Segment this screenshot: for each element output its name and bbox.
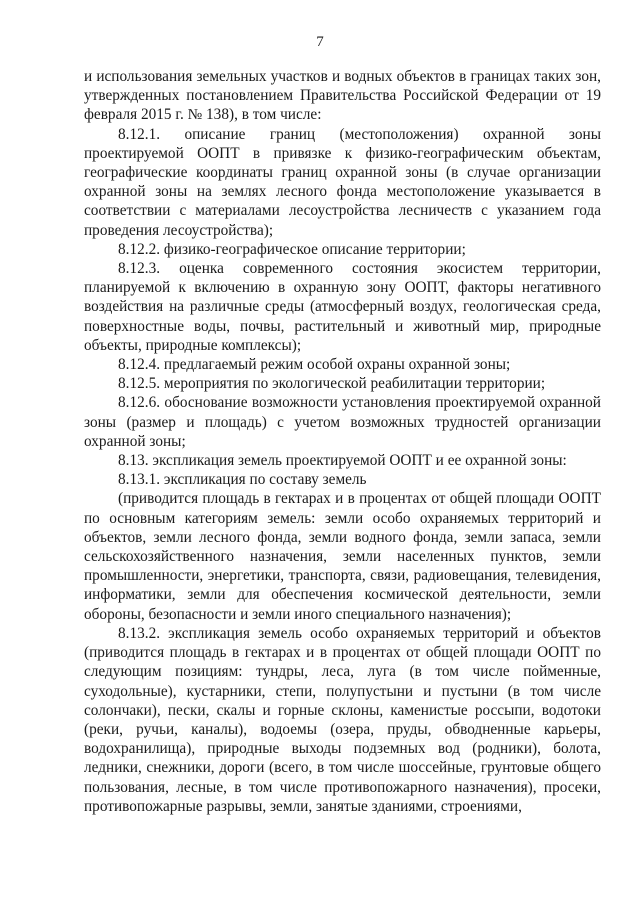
paragraph-8-12-4: 8.12.4. предлагаемый режим особой охраны охранной зоны;: [118, 356, 511, 374]
document-body: [84, 67, 601, 816]
page-number: 7: [316, 34, 324, 50]
paragraph-8-12-5: 8.12.5. мероприятия по экологической реабилитации территории;: [118, 375, 546, 393]
paragraph-8-13-1: 8.13.1. экспликация по составу земель: [118, 471, 367, 489]
paragraph-8-13: 8.13. экспликация земель проектируемой ООПТ и ее охранной зоны:: [118, 452, 567, 470]
paragraph-8-12-1: 8.12.1. описание границ (местоположения) охранной зоны проектируемой ООПТ в привязке к физико-географическим объектам, географические координаты границ охранной зоны (в случае организации охранной зоны на землях лесного фонда местоположение указывается в соответствии с материалами лесоустройства лесничеств с указанием года проведения лесоустройства);: [84, 125, 601, 239]
paragraph-8-12-6: 8.12.6. обоснование возможности установления проектируемой охранной зоны (размер и площадь) с учетом возможных трудностей организации охранной зоны;: [84, 394, 601, 450]
paragraph-8-13-1-details: (приводится площадь в гектарах и в процентах от общей площади ООПТ по основным категориям земель: земли особо охраняемых территорий и объектов, земли лесного фонда, земли водного фонда, земли запаса, земли сельскохозяйственного назначения, земли населенных пунктов, земли промышленности, энергетики, транспорта, связи, радиовещания, телевидения, информатики, земли для обеспечения космической деятельности, земли обороны, безопасности и земли иного специального назначения);: [84, 490, 601, 623]
paragraph-8-12-3: 8.12.3. оценка современного состояния экосистем территории, планируемой к включению в охранную зону ООПТ, факторы негативного воздействия на различные среды (атмосферный воздух, геологическая среда, поверхностные воды, почвы, растительный и животный мир, природные объекты, природные комплексы);: [84, 260, 601, 354]
paragraph-continuation: и использования земельных участков и водных объектов в границах таких зон, утвержденных постановлением Правительства Российской Федерации от 19 февраля 2015 г. № 138), в том числе:: [84, 68, 601, 124]
paragraph-8-12-2: 8.12.2. физико-географическое описание территории;: [118, 240, 466, 258]
paragraph-8-13-2: 8.13.2. экспликация земель особо охраняемых территорий и объектов (приводится площадь в гектарах и в процентах от общей площади ООПТ по следующим позициям: тундры, леса, луга (в том числе пойменные, суходольные), кустарники, степи, полупустыни и пустыни (в том числе солончаки), пески, скалы и горные склоны, каменистые россыпи, водотоки (реки, ручьи, каналы), водоемы (озера, пруды, обводненные карьеры, водохранилища), природные выходы подземных вод (родники), болота, ледники, снежники, дороги (всего, в том числе шоссейные, грунтовые общего пользования, лесные, в том числе противопожарного назначения), просеки, противопожарные разрывы, земли, занятые зданиями, строениями,: [84, 624, 601, 815]
